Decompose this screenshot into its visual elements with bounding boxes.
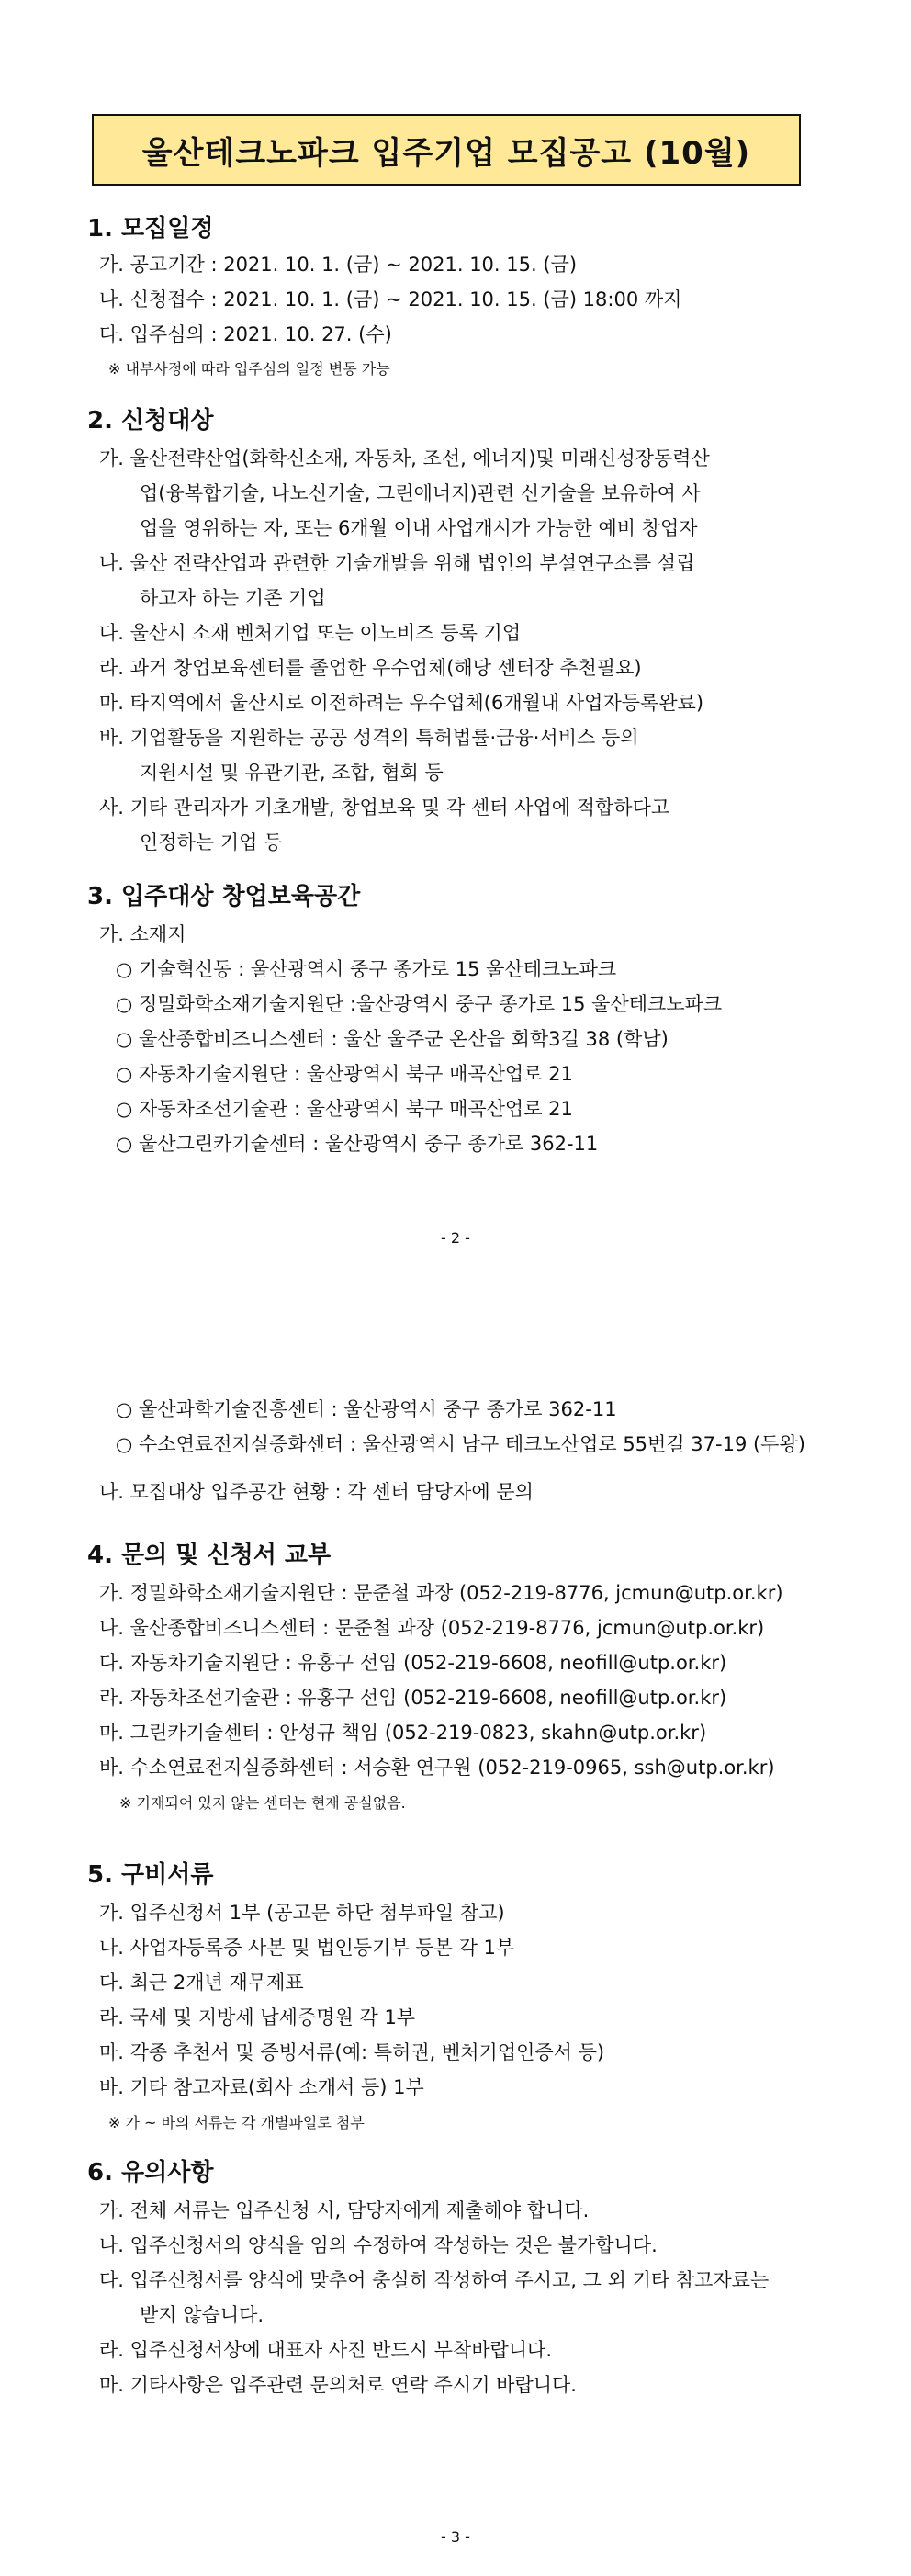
notice-line: 라. 입주신청서상에 대표자 사진 반드시 부착바랍니다. [99, 2339, 553, 2361]
section-3-heading: 3. 입주대상 창업보육공간 [87, 883, 361, 910]
s1-item: 나. 신청접수 : 2021. 10. 1. (금) ~ 2021. 10. 15. (금) 18:00 까지 [99, 288, 682, 311]
location-item: ○ 울산종합비즈니스센터 : 울산 울주군 온산읍 회학3길 38 (학남) [116, 1028, 669, 1050]
contact-item: 나. 울산종합비즈니스센터 : 문준철 과장 (052-219-8776, jcmun@utp.or.kr) [99, 1617, 765, 1639]
s2-line: 바. 기업활동을 지원하는 공공 성격의 특허법률·금융·서비스 등의 [99, 727, 639, 749]
contact-item: 라. 자동차조선기술관 : 유홍구 선임 (052-219-6608, neofill@utp.or.kr) [99, 1687, 727, 1709]
location-item: ○ 울산과학기술진흥센터 : 울산광역시 중구 종가로 362-11 [116, 1398, 617, 1420]
section-2-heading: 2. 신청대상 [87, 407, 214, 435]
location-item: ○ 자동차기술지원단 : 울산광역시 북구 매곡산업로 21 [116, 1063, 573, 1085]
location-item: ○ 수소연료전지실증화센터 : 울산광역시 남구 테크노산업로 55번길 37-19 (두왕) [116, 1433, 805, 1455]
location-item: ○ 기술혁신동 : 울산광역시 중구 종가로 15 울산테크노파크 [116, 958, 617, 980]
notice-line: 받지 않습니다. [140, 2304, 264, 2326]
section-6-heading: 6. 유의사항 [87, 2159, 214, 2186]
notice-line: 가. 전체 서류는 입주신청 시, 담당자에게 제출해야 합니다. [99, 2199, 590, 2221]
document-item: 바. 기타 참고자료(회사 소개서 등) 1부 [99, 2076, 424, 2098]
contact-item: 마. 그린카기술센터 : 안성규 책임 (052-219-0823, skahn@utp.or.kr) [99, 1722, 707, 1744]
s2-line: 지원시설 및 유관기관, 조합, 협회 등 [140, 762, 444, 784]
s3-sub2: 나. 모집대상 입주공간 현황 : 각 센터 담당자에 문의 [99, 1481, 534, 1503]
section-4-heading: 4. 문의 및 신청서 교부 [87, 1542, 332, 1569]
document-item: 라. 국세 및 지방세 납세증명원 각 1부 [99, 2006, 416, 2028]
document-item: 다. 최근 2개년 재무제표 [99, 1972, 304, 1994]
location-item: ○ 자동차조선기술관 : 울산광역시 북구 매곡산업로 21 [116, 1098, 573, 1120]
s5-note: ※ 가 ~ 바의 서류는 각 개별파일로 첨부 [108, 2114, 365, 2131]
notice-line: 나. 입주신청서의 양식을 임의 수정하여 작성하는 것은 불가합니다. [99, 2234, 658, 2256]
s2-line: 업을 영위하는 자, 또는 6개월 이내 사업개시가 가능한 예비 창업자 [140, 517, 698, 539]
location-item: ○ 정밀화학소재기술지원단 :울산광역시 중구 종가로 15 울산테크노파크 [116, 993, 723, 1015]
notice-line: 다. 입주신청서를 양식에 맞추어 충실히 작성하여 주시고, 그 외 기타 참고자료는 [99, 2269, 770, 2291]
section-5-heading: 5. 구비서류 [87, 1861, 214, 1889]
announcement-title: 울산테크노파크 입주기업 모집공고 (10월) [92, 114, 801, 186]
section-1-heading: 1. 모집일정 [87, 215, 214, 243]
contact-item: 가. 정밀화학소재기술지원단 : 문준철 과장 (052-219-8776, jcmun@utp.or.kr) [99, 1582, 783, 1604]
s2-line: 사. 기타 관리자가 기초개발, 창업보육 및 각 센터 사업에 적합하다고 [99, 797, 670, 819]
contact-item: 바. 수소연료전지실증화센터 : 서승환 연구원 (052-219-0965, ssh@utp.or.kr) [99, 1757, 775, 1779]
s2-line: 인정하는 기업 등 [140, 831, 283, 853]
page-number: - 3 - [441, 2528, 470, 2546]
s2-line: 업(융복합기술, 나노신기술, 그린에너지)관련 신기술을 보유하여 사 [140, 482, 701, 504]
notice-line: 마. 기타사항은 입주관련 문의처로 연락 주시기 바랍니다. [99, 2374, 577, 2396]
document-item: 가. 입주신청서 1부 (공고문 하단 첨부파일 참고) [99, 1902, 505, 1924]
s3-sub: 가. 소재지 [99, 923, 186, 945]
s2-line: 라. 과거 창업보육센터를 졸업한 우수업체(해당 센터장 추천필요) [99, 657, 642, 679]
s2-line: 다. 울산시 소재 벤처기업 또는 이노비즈 등록 기업 [99, 622, 522, 644]
location-item: ○ 울산그린카기술센터 : 울산광역시 중구 종가로 362-11 [116, 1133, 599, 1155]
s2-line: 마. 타지역에서 울산시로 이전하려는 우수업체(6개월내 사업자등록완료) [99, 692, 704, 714]
s2-line: 하고자 하는 기존 기업 [140, 587, 326, 609]
s4-note: ※ 기재되어 있지 않는 센터는 현재 공실없음. [119, 1794, 406, 1812]
page-number: - 2 - [441, 1229, 470, 1247]
s1-item: 가. 공고기간 : 2021. 10. 1. (금) ~ 2021. 10. 15. (금) [99, 254, 578, 276]
document-item: 마. 각종 추천서 및 증빙서류(예: 특허권, 벤처기업인증서 등) [99, 2041, 605, 2063]
s2-line: 나. 울산 전략산업과 관련한 기술개발을 위해 법인의 부설연구소를 설립 [99, 552, 695, 574]
s2-line: 가. 울산전략산업(화학신소재, 자동차, 조선, 에너지)및 미래신성장동력산 [99, 447, 710, 469]
s1-item: 다. 입주심의 : 2021. 10. 27. (수) [99, 323, 392, 345]
document-item: 나. 사업자등록증 사본 및 법인등기부 등본 각 1부 [99, 1937, 515, 1959]
s1-note: ※ 내부사정에 따라 입주심의 일정 변동 가능 [108, 360, 390, 378]
contact-item: 다. 자동차기술지원단 : 유홍구 선임 (052-219-6608, neofill@utp.or.kr) [99, 1652, 727, 1674]
